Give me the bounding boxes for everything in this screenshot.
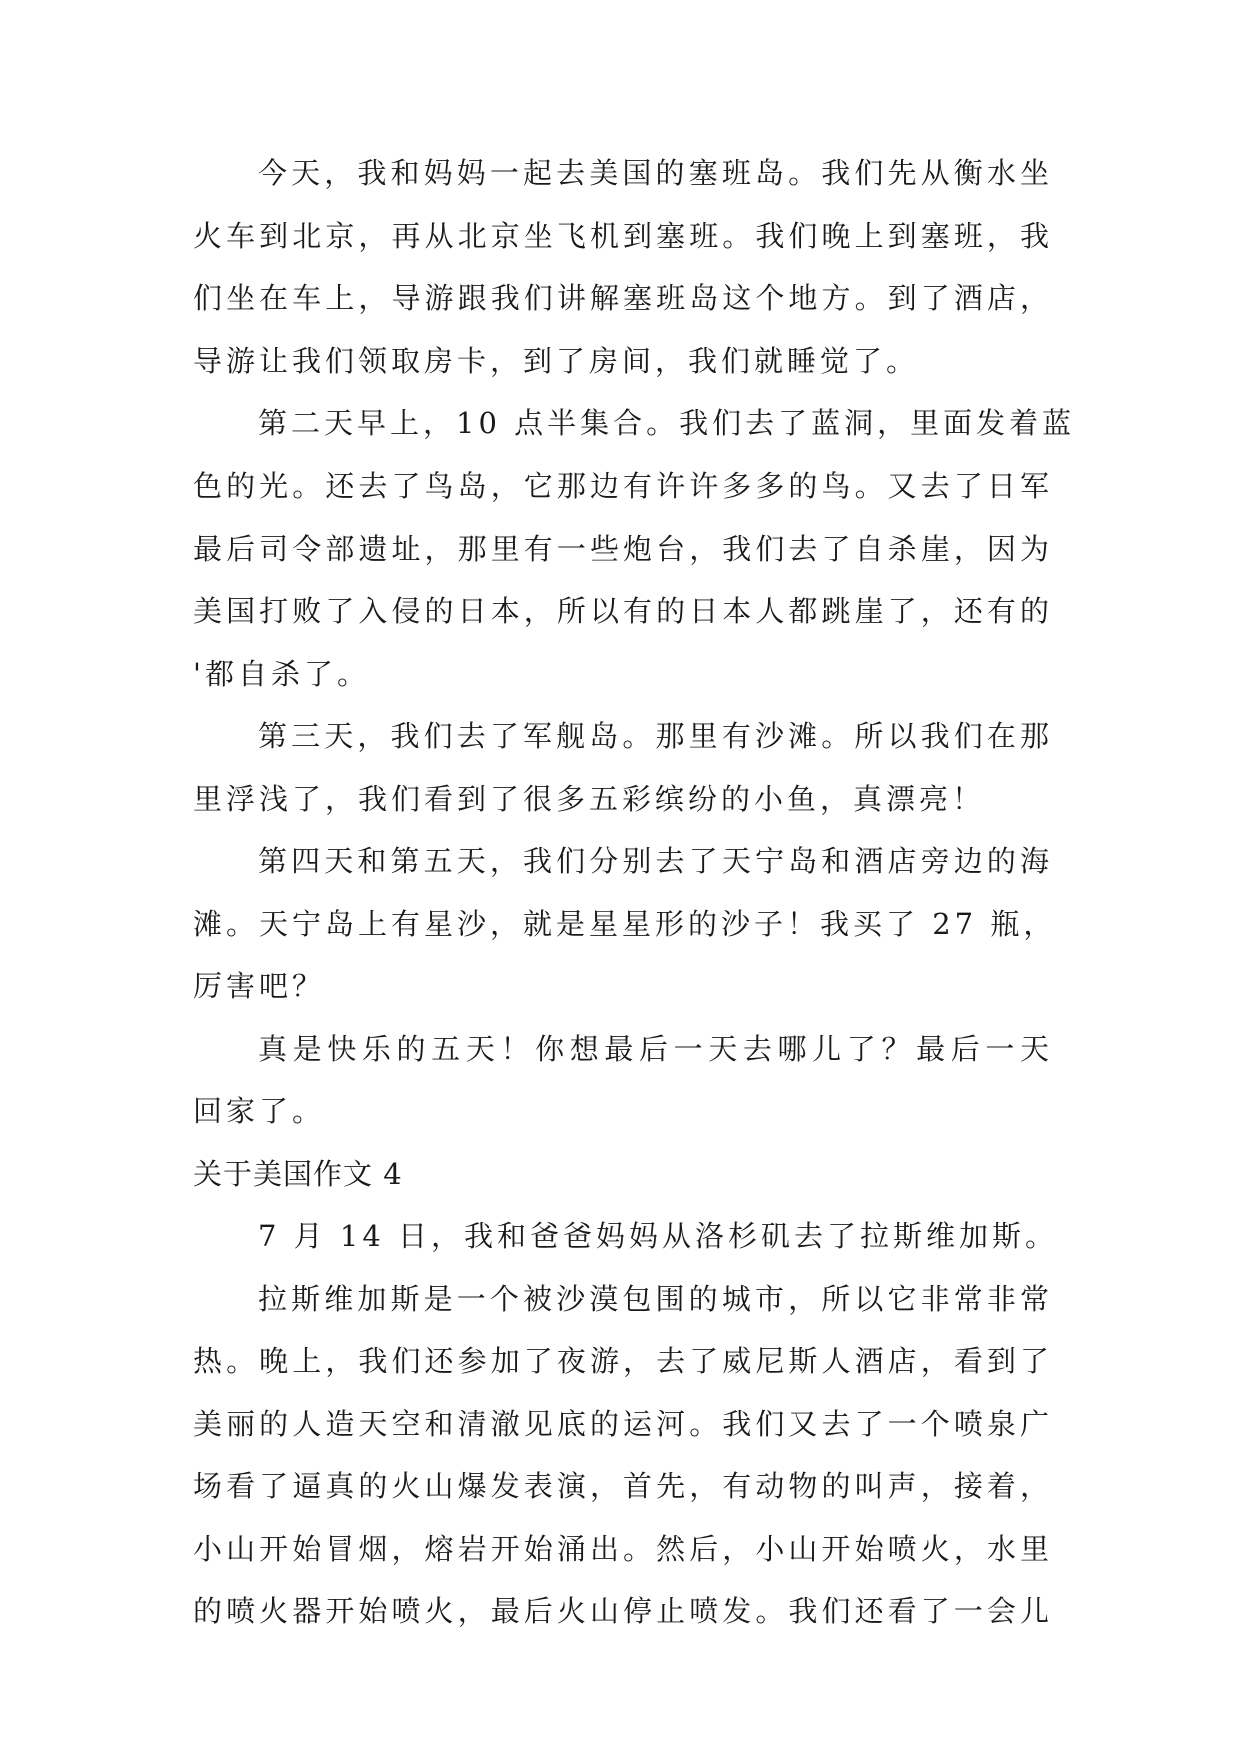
text-line: 小山开始冒烟，熔岩开始涌出。然后，小山开始喷火，水里: [193, 1532, 1053, 1566]
text-line: 的喷火器开始喷火，最后火山停止喷发。我们还看了一会儿: [193, 1594, 1053, 1628]
text-line: '都自杀了。: [193, 657, 370, 691]
text-line: 今天，我和妈妈一起去美国的塞班岛。我们先从衡水坐: [258, 156, 1053, 190]
text-line: 热。晚上，我们还参加了夜游，去了威尼斯人酒店，看到了: [193, 1344, 1053, 1378]
text-line: 们坐在车上，导游跟我们讲解塞班岛这个地方。到了酒店，: [193, 281, 1053, 315]
text-line: 最后司令部遗址，那里有一些炮台，我们去了自杀崖，因为: [193, 532, 1053, 566]
text-line: 场看了逼真的火山爆发表演，首先，有动物的叫声，接着，: [193, 1469, 1053, 1503]
text-line: 火车到北京，再从北京坐飞机到塞班。我们晚上到塞班，我: [193, 219, 1053, 253]
text-line: 第三天，我们去了军舰岛。那里有沙滩。所以我们在那: [258, 719, 1053, 753]
text-line: 回家了。: [193, 1094, 326, 1128]
text-line: 美国打败了入侵的日本，所以有的日本人都跳崖了，还有的: [193, 594, 1053, 628]
text-line: 第四天和第五天，我们分别去了天宁岛和酒店旁边的海: [258, 844, 1053, 878]
text-line: 滩。天宁岛上有星沙，就是星星形的沙子！我买了 27 瓶，: [193, 907, 1057, 941]
text-line: 美丽的人造天空和清澈见底的运河。我们又去了一个喷泉广: [193, 1407, 1053, 1441]
text-line: 里浮浅了，我们看到了很多五彩缤纷的小鱼，真漂亮！: [193, 782, 986, 816]
text-line: 拉斯维加斯是一个被沙漠包围的城市，所以它非常非常: [258, 1282, 1053, 1316]
text-line: 厉害吧？: [193, 969, 326, 1003]
section-heading: 关于美国作文 4: [193, 1157, 403, 1191]
text-line: 真是快乐的五天！你想最后一天去哪儿了？最后一天: [258, 1032, 1053, 1066]
text-line: 色的光。还去了鸟岛，它那边有许许多多的鸟。又去了日军: [193, 469, 1053, 503]
text-line: 第二天早上，10 点半集合。我们去了蓝洞，里面发着蓝: [258, 406, 1076, 440]
text-line: 7 月 14 日，我和爸爸妈妈从洛杉矶去了拉斯维加斯。: [258, 1219, 1059, 1253]
text-line: 导游让我们领取房卡，到了房间，我们就睡觉了。: [193, 344, 920, 378]
